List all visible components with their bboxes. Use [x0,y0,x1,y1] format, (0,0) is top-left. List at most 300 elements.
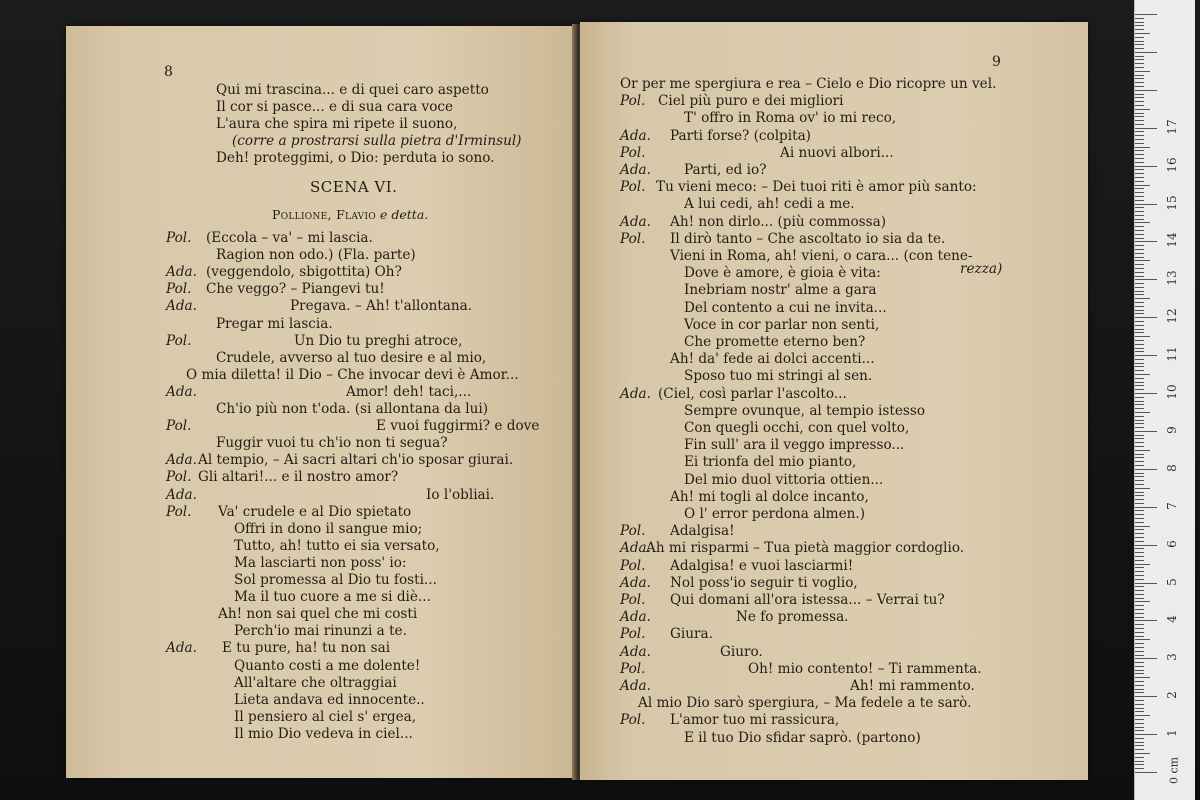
verse-line: L'aura che spira mi ripete il suono, [216,116,458,132]
ruler-tick [1135,22,1144,23]
speaker-label: Ada. [620,213,651,230]
ruler-tick [1135,185,1150,186]
ruler-number: 12 [1165,308,1179,324]
ruler-tick [1135,575,1144,576]
ruler-tick [1135,52,1157,53]
ruler-tick [1135,268,1144,269]
ruler-tick [1135,401,1144,402]
left-page [66,26,576,778]
ruler-tick [1135,291,1144,292]
ruler-tick [1135,287,1144,288]
ruler-tick [1135,465,1144,466]
dialogue-line: Qui domani all'ora istessa... – Verrai tu? [670,592,945,608]
ruler-tick [1135,219,1144,220]
ruler-tick [1135,33,1150,34]
ruler-tick [1135,700,1144,701]
dialogue-line: Inebriam nostr' alme a gara [684,282,877,299]
dialogue-line: Giuro. [720,643,763,660]
ruler-number: 10 [1165,384,1179,400]
ruler-tick [1135,143,1144,144]
ruler-tick [1135,48,1144,49]
dialogue-line: Che promette eterno ben? [684,334,866,350]
stage-direction: (corre a prostrarsi sulla pietra d'Irminsul) [232,133,522,149]
ruler-tick [1135,264,1144,265]
ruler-tick [1135,537,1144,538]
ruler-tick [1135,564,1150,565]
dialogue-line: Del mio duol vittoria ottien... [684,471,884,488]
dialogue-line: Ah! non sai quel che mi costi [218,606,418,623]
speaker-label: Ada. [620,574,651,591]
ruler-tick [1135,177,1144,178]
ruler-tick [1135,162,1144,163]
dialogue-line: (Eccola – va' – mi lascia. [206,230,373,246]
dialogue-line: Il dirò tanto – Che ascoltato io sia da te. [670,230,946,247]
ruler-tick [1135,768,1144,769]
ruler-tick [1135,302,1144,303]
ruler-tick [1135,567,1144,568]
dialogue-line: Ch'io più non t'oda. (si allontana da lui) [216,401,489,417]
ruler-tick [1135,101,1144,102]
ruler-tick [1135,446,1144,447]
ruler-unit-label: 0 cm [1167,756,1181,785]
ruler-tick [1135,613,1144,614]
ruler-number: 17 [1165,119,1179,135]
speaker-label: Ada. [620,162,651,178]
dialogue-line: Fuggir vuoi tu ch'io non ti segua? [216,435,448,452]
speaker-label: Pol. [620,557,646,574]
dialogue-line: Il mio Dio vedeva in ciel... [234,725,413,742]
speaker-label: Pol. [620,660,646,677]
dialogue-line: Fin sull' ara il veggo impresso... [684,437,905,454]
ruler-tick [1135,753,1150,754]
ruler-tick [1135,723,1144,724]
ruler-tick [1135,670,1144,671]
ruler-tick [1135,374,1150,375]
dialogue-line: Nol poss'io seguir ti voglio, [670,574,858,591]
dialogue-line: E vuoi fuggirmi? e dove [376,418,540,435]
ruler-tick [1135,147,1150,148]
ruler-tick [1135,169,1144,170]
dialogue-line: Il pensiero al ciel s' ergea, [234,708,417,725]
ruler-tick [1135,332,1144,333]
ruler-tick [1135,605,1144,606]
ruler-tick [1135,408,1144,409]
ruler-tick [1135,624,1144,625]
ruler-tick [1135,260,1150,261]
ruler-tick [1135,105,1144,106]
dialogue-line: Parti, ed io? [684,162,767,178]
dialogue-line: L'amor tuo mi rassicura, [670,712,840,729]
ruler-tick [1135,196,1144,197]
ruler-number: 6 [1165,539,1179,548]
ruler-tick [1135,336,1150,337]
dialogue-line: Adalgisa! [670,523,735,540]
ruler-tick [1135,658,1157,659]
ruler-tick [1135,150,1144,151]
ruler-tick [1135,666,1144,667]
speaker-label: Pol. [166,418,192,435]
ruler-tick [1135,749,1144,750]
ruler-tick [1135,499,1144,500]
speaker-label: Ada. [166,298,197,315]
ruler-tick [1135,382,1144,383]
scene-title: SCENA VI. [310,178,398,196]
dialogue-line: Ai nuovi albori... [780,144,894,161]
ruler-tick [1135,75,1144,76]
speaker-label: Pol. [620,712,646,729]
speaker-label: Ada. [620,609,651,626]
dialogue-line: Tutto, ah! tutto ei sia versato, [234,537,440,554]
ruler-tick [1135,677,1150,678]
ruler-tick [1135,662,1144,663]
dialogue-line: Che veggo? – Piangevi tu! [206,281,385,298]
speaker-label: Ada. [620,540,651,557]
ruler-tick [1135,435,1144,436]
dialogue-line: E il tuo Dio sfidar saprò. (partono) [684,729,921,746]
speaker-label: Pol. [620,626,646,643]
dialogue-line: Gli altari!... e il nostro amor? [198,469,399,486]
ruler-tick [1135,514,1144,515]
ruler-tick [1135,393,1157,394]
dialogue-line: Ah! mi togli al dolce incanto, [670,488,869,505]
ruler-tick [1135,764,1144,765]
speaker-label: Ada. [620,678,651,694]
ruler-tick [1135,363,1144,364]
ruler-tick [1135,41,1144,42]
ruler-tick [1135,655,1144,656]
ruler-tick [1135,628,1144,629]
ruler-tick [1135,348,1144,349]
ruler-tick [1135,484,1144,485]
dialogue-line: T' offro in Roma ov' io mi reco, [684,110,897,127]
ruler-tick [1135,730,1144,731]
ruler-tick [1135,294,1144,295]
ruler-tick [1135,719,1144,720]
ruler-tick [1135,124,1144,125]
dialogue-line: Sol promessa al Dio tu fosti... [234,572,437,588]
speaker-label: Pol. [620,93,646,110]
ruler-tick [1135,18,1144,19]
ruler-tick [1135,109,1150,110]
speaker-label: Pol. [620,144,646,161]
dialogue-line: Pregava. – Ah! t'allontana. [290,298,473,315]
ruler-number: 11 [1165,346,1179,362]
ruler-tick [1135,601,1150,602]
ruler-tick [1135,78,1144,79]
ruler-tick [1135,745,1144,746]
ruler-tick [1135,772,1157,773]
ruler-tick [1135,495,1144,496]
verse-line: Deh! proteggimi, o Dio: perduta io sono. [216,150,495,166]
page-number-left: 8 [164,64,173,80]
ruler-tick [1135,476,1144,477]
ruler-number: 4 [1165,615,1179,624]
ruler-tick [1135,344,1144,345]
ruler-tick [1135,692,1144,693]
ruler-tick [1135,355,1157,356]
ruler-tick [1135,279,1157,280]
dialogue-line: Al mio Dio sarò spergiura, – Ma fedele a te sarò. [638,695,972,712]
ruler-tick [1135,340,1144,341]
ruler-tick [1135,158,1144,159]
ruler-tick [1135,548,1144,549]
ruler-tick [1135,366,1144,367]
ruler-tick [1135,37,1144,38]
ruler-tick [1135,522,1144,523]
ruler-tick [1135,689,1144,690]
speaker-label: Ada. [166,264,197,281]
speaker-label: Ada. [166,383,197,400]
dialogue-line: Ma lasciarti non poss' io: [234,554,407,571]
ruler-tick [1135,116,1144,117]
ruler-tick [1135,590,1144,591]
ruler-tick [1135,389,1144,390]
ruler-tick [1135,586,1144,587]
dialogue-line: (veggendolo, sbigottita) Oh? [206,264,402,281]
margin-continuation: rezza) [960,261,1003,277]
ruler-tick [1135,757,1144,758]
ruler-number: 15 [1165,194,1179,211]
dialogue-line: Ne fo promessa. [736,609,849,626]
dialogue-line: Ah! mi rammento. [850,678,975,694]
dialogue-line: Ah! non dirlo... (più commossa) [670,213,887,230]
ruler-tick [1135,385,1144,386]
page-number-right: 9 [992,54,1001,70]
dialogue-line: Lieta andava ed innocente.. [234,691,425,708]
ruler-tick [1135,222,1150,223]
speaker-label: Ada. [166,640,197,657]
ruler-tick [1135,461,1144,462]
dialogue-line: Offri in dono il sangue mio; [234,520,423,537]
dialogue-line: Un Dio tu preghi atroce, [294,332,463,349]
ruler-tick [1135,647,1144,648]
ruler-tick [1135,416,1144,417]
ruler-number: 7 [1165,501,1179,510]
ruler-tick [1135,518,1144,519]
ruler-tick [1135,473,1144,474]
ruler-tick [1135,359,1144,360]
ruler-tick [1135,120,1144,121]
ruler-tick [1135,44,1144,45]
dialogue-line: Dove è amore, è gioia è vita: [684,265,881,282]
ruler-number: 13 [1165,270,1179,286]
ruler-tick [1135,313,1144,314]
ruler-tick [1135,685,1144,686]
dialogue-line: (Ciel, così parlar l'ascolto... [658,385,847,402]
ruler-tick [1135,226,1144,227]
ruler-tick [1135,503,1144,504]
dialogue-line: Quanto costi a me dolente! [234,657,421,674]
dialogue-line: Ma il tuo cuore a me si diè... [234,589,431,606]
verse-line: Il cor si pasce... e di sua cara voce [216,99,454,115]
ruler-tick [1135,245,1144,246]
dialogue-line: Pregar mi lascia. [216,315,333,332]
ruler-tick [1135,442,1144,443]
ruler-tick [1135,507,1157,508]
ruler-tick [1135,560,1144,561]
cast-names: Pollione, Flavio [272,207,377,222]
ruler-tick [1135,351,1144,352]
ruler-number: 1 [1165,729,1179,737]
ruler-tick [1135,257,1144,258]
dialogue-line: Ei trionfa del mio pianto, [684,454,857,471]
ruler-tick [1135,188,1144,189]
dialogue-line: Oh! mio contento! – Ti rammenta. [748,660,982,677]
speaker-label: Ada. [166,452,197,469]
ruler-tick [1135,154,1144,155]
ruler-tick [1135,492,1144,493]
dialogue-line: Sposo tuo mi stringi al sen. [684,368,873,385]
ruler-tick [1135,734,1157,735]
ruler-tick [1135,438,1144,439]
ruler-tick [1135,29,1144,30]
ruler-tick [1135,329,1144,330]
dialogue-line: Ah mi risparmi – Tua pietà maggior cordoglio. [646,540,965,557]
dialogue-line: O mia diletta! il Dio – Che invocar devi è Amor... [186,366,519,383]
ruler-tick [1135,571,1144,572]
speaker-label: Pol. [166,503,192,520]
ruler-number: 2 [1165,691,1179,700]
ruler-tick [1135,230,1144,231]
ruler-tick [1135,594,1144,595]
dialogue-line: E tu pure, ha! tu non sai [222,640,391,657]
ruler-tick [1135,715,1150,716]
ruler-tick [1135,204,1157,205]
ruler-tick [1135,510,1144,511]
ruler-tick [1135,310,1144,311]
ruler-tick [1135,276,1144,277]
ruler-tick [1135,397,1144,398]
dialogue-line: All'altare che oltraggiai [234,674,397,691]
speaker-label: Pol. [166,332,192,349]
speaker-label: Pol. [166,230,192,246]
dialogue-line: Crudele, avverso al tuo desire e al mio, [216,349,487,366]
ruler-tick [1135,272,1144,273]
ruler-tick [1135,97,1144,98]
ruler-tick [1135,427,1144,428]
ruler-tick [1135,533,1144,534]
ruler-tick [1135,457,1144,458]
verse-line: Qui mi trascina... e di quei caro aspetto [216,82,489,98]
ruler-tick [1135,469,1157,470]
dialogue-line: Va' crudele e al Dio spietato [218,503,412,520]
speaker-label: Pol. [620,179,646,196]
ruler-tick [1135,556,1144,557]
dialogue-line: Or per me spergiura e rea – Cielo e Dio ricopre un vel. [620,76,997,92]
speaker-label: Pol. [166,281,192,298]
ruler-tick [1135,609,1144,610]
ruler-tick [1135,67,1144,68]
ruler-tick [1135,283,1144,284]
measuring-ruler [1134,0,1195,800]
ruler-number: 3 [1165,653,1179,662]
dialogue-line: Amor! deh! taci,... [346,383,472,400]
speaker-label: Pol. [620,523,646,540]
ruler-tick [1135,321,1144,322]
dialogue-line: Voce in cor parlar non senti, [684,316,880,333]
ruler-tick [1135,215,1144,216]
ruler-tick [1135,632,1144,633]
ruler-tick [1135,711,1144,712]
ruler-tick [1135,526,1150,527]
ruler-tick [1135,639,1150,640]
ruler-number: 8 [1165,463,1179,472]
dialogue-line: Giura. [670,626,713,643]
ruler-tick [1135,238,1144,239]
ruler-tick [1135,423,1144,424]
ruler-tick [1135,681,1144,682]
ruler-tick [1135,173,1144,174]
ruler-tick [1135,306,1144,307]
ruler-tick [1135,56,1144,57]
ruler-tick [1135,211,1144,212]
ruler-tick [1135,131,1144,132]
ruler-tick [1135,94,1144,95]
ruler-tick [1135,617,1144,618]
right-page [580,22,1088,780]
dialogue-line: Del contento a cui ne invita... [684,299,887,316]
ruler-tick [1135,234,1144,235]
dialogue-line: Sempre ovunque, al tempio istesso [684,402,926,419]
ruler-tick [1135,378,1144,379]
ruler-tick [1135,317,1157,318]
ruler-tick [1135,454,1144,455]
ruler-tick [1135,82,1144,83]
dialogue-line: Al tempio, – Ai sacri altari ch'io sposar giurai. [198,452,514,469]
ruler-tick [1135,14,1157,15]
ruler-tick [1135,370,1144,371]
ruler-tick [1135,90,1157,91]
ruler-tick [1135,412,1150,413]
ruler-tick [1135,207,1144,208]
ruler-tick [1135,325,1144,326]
ruler-tick [1135,727,1144,728]
speaker-label: Pol. [166,469,192,486]
ruler-number: 16 [1165,156,1179,173]
ruler-tick [1135,192,1144,193]
ruler-tick [1135,139,1144,140]
dialogue-line: Ciel più puro e dei migliori [658,93,844,110]
ruler-tick [1135,579,1144,580]
ruler-tick [1135,708,1144,709]
ruler-tick [1135,420,1144,421]
ruler-number: 9 [1165,426,1179,434]
dialogue-line: Parti forse? (colpita) [670,127,811,144]
speaker-label: Ada. [620,643,651,660]
ruler-tick [1135,59,1144,60]
ruler-tick [1135,636,1144,637]
speaker-label: Pol. [620,592,646,608]
ruler-tick [1135,529,1144,530]
ruler-tick [1135,431,1157,432]
ruler-tick [1135,480,1144,481]
ruler-tick [1135,598,1144,599]
ruler-tick [1135,742,1144,743]
ruler-tick [1135,696,1157,697]
ruler-tick [1135,738,1144,739]
ruler-tick [1135,241,1157,242]
dialogue-line: Adalgisa! e vuoi lasciarmi! [670,557,854,574]
ruler-tick [1135,541,1144,542]
ruler-tick [1135,135,1144,136]
dialogue-line: A lui cedi, ah! cedi a me. [684,196,855,213]
speaker-label: Pol. [620,230,646,247]
ruler-tick [1135,181,1144,182]
dialogue-line: Vieni in Roma, ah! vieni, o cara... (con tene- [670,248,973,264]
ruler-tick [1135,651,1144,652]
ruler-tick [1135,643,1144,644]
ruler-tick [1135,86,1144,87]
